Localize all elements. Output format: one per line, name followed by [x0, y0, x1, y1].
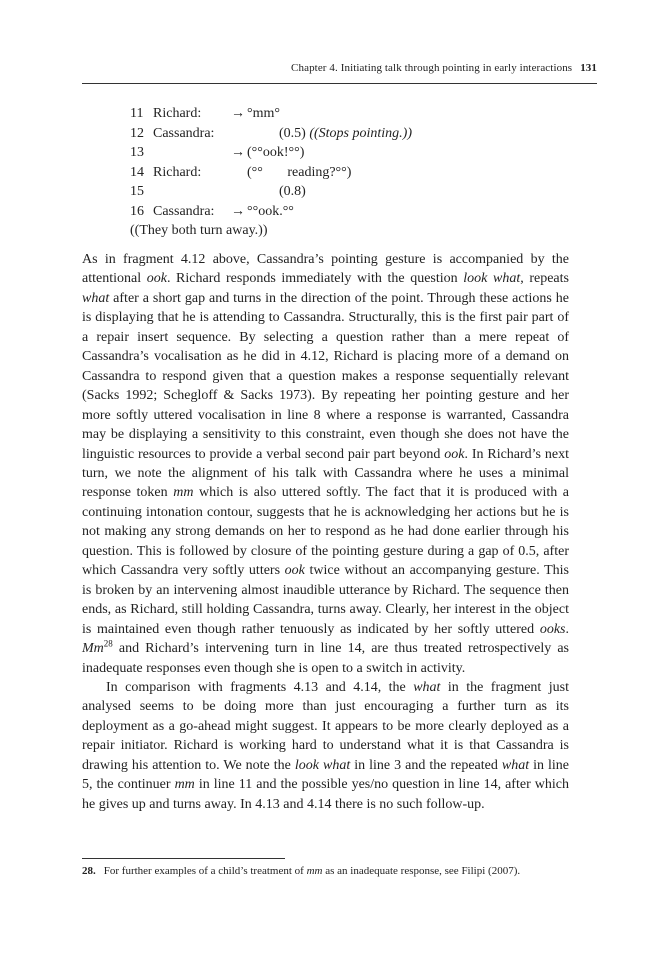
line-number: 14 [130, 164, 144, 180]
body-text [82, 250, 569, 814]
arrow-icon: → [231, 145, 245, 160]
footnote [82, 864, 582, 879]
line-number: 16 [130, 203, 144, 219]
utterance-text: (0.5) ((Stops pointing.)) [279, 125, 412, 141]
text-run: after a short gap and turns in the direction of the point. Through these actions he is displaying that he is attending to Cassandra. Structurally, this is the first pair part of a repair insert sequence. By selecting a question rather than a mere repeat of Cassandra’s vocalisation as he did in 4.12, Richard is placing more of a demand on Cassandra to respond given that a question makes a response sequentially relevant (Sacks 1992; Schegloff & Sacks 1973). By repeating her pointing gesture and her more softly uttered vocalisation in line 8 where a response is warranted, Cassandra may be displaying a sensitivity to this constraint, even though she does not have the linguistic resources to provide a verbal second pair part beyond [82, 290, 569, 462]
running-title: Chapter 4. Initiating talk through pointing in early interactions [291, 62, 573, 74]
italic-term: ook [146, 271, 167, 287]
italic-term: mm [306, 865, 323, 877]
text-run: In comparison with fragments 4.13 and 4.14, the [106, 679, 414, 695]
footnote-rule [82, 858, 285, 859]
text-run: in the fragment just analysed seems to be doing more than just encouraging a further turn as its deployment as a go-ahead might suggest. It appears to be more clearly deployed as a repair initiator. Richard is working hard to understand what it is that Cassandra is drawing his attention to. We note the [82, 679, 569, 773]
italic-term: ooks [539, 621, 566, 637]
text-run: in line 5, the continuer [82, 757, 569, 793]
text-run: in line 11 and the possible yes/no question in line 14, after which he gives up and turns away. In 4.13 and 4.14 there is no such follow-up. [82, 777, 569, 812]
transcript-line [130, 143, 550, 163]
utterance: ((They both turn away.)) [130, 223, 268, 238]
italic-term: mm [173, 485, 194, 501]
text-run: . [565, 621, 569, 637]
speaker: Cassandra: [153, 125, 215, 141]
utterance: (0.8) [279, 184, 306, 199]
line-number: 15 [130, 184, 144, 199]
italic-term: what [82, 290, 110, 306]
italic-term: look what [463, 271, 521, 287]
transcript-line [130, 163, 550, 183]
italic-term: mm [174, 777, 195, 793]
transcript-line [130, 202, 550, 222]
utterance [279, 124, 412, 144]
italic-term: look what [294, 757, 351, 773]
italic-term: Mm [82, 641, 104, 657]
transcript-line [130, 182, 550, 202]
italic-term: ook [444, 446, 465, 462]
line-number: 11 [130, 106, 144, 121]
arrow-icon: → [231, 203, 245, 219]
text-run: . In Richard’s next turn, we note the alignment of his talk with Cassandra where he uses a minimal response token [82, 446, 569, 501]
text-run: and Richard’s intervening turn in line 14, are thus treated retrospectively as inadequate responses even though she is open to a switch in activity. [82, 641, 569, 676]
paragraph [82, 678, 569, 814]
transcript-line [130, 124, 550, 144]
utterance: °mm° [247, 106, 280, 121]
line-number: 12 [130, 125, 144, 141]
footnote-marker[interactable]: 28 [103, 638, 113, 649]
text-run: in line 3 and the repeated [350, 757, 502, 773]
speaker: Richard: [153, 106, 202, 121]
arrow-icon: → [231, 106, 245, 121]
transcript-line [130, 221, 550, 241]
stage-direction: ((Stops pointing.)) [309, 125, 412, 141]
running-header [82, 62, 597, 82]
speaker: Cassandra: [153, 203, 215, 219]
utterance: °°ook.°° [247, 203, 294, 219]
text-run: . Richard responds immediately with the question [166, 271, 464, 287]
transcript-line [130, 104, 550, 124]
text-run: , repeats [520, 271, 569, 287]
italic-term: what [413, 679, 441, 695]
utterance: (°°ook!°°) [247, 145, 305, 160]
text-run: twice without an accompanying gesture. This is broken by an intervening almost inaudible utterance by Richard. The sequence then ends, as Richard, still holding Cassandra, turns away. Clearly, her interest in the object is maintained even though rather tenuously as indicated by her softly uttered [82, 563, 569, 637]
utterance: (°° reading?°°) [247, 164, 352, 180]
footnote-number: 28. [82, 865, 96, 877]
header-rule [82, 83, 597, 84]
transcript-excerpt [130, 104, 550, 241]
text-run: as an inadequate response, see Filipi (2007). [322, 865, 521, 877]
italic-term: what [501, 757, 530, 773]
paragraph [82, 250, 569, 678]
page-number: 131 [580, 62, 597, 74]
text-run: For further examples of a child’s treatment of [103, 865, 307, 877]
text-run: As in fragment 4.12 above, Cassandra’s pointing gesture is accompanied by the attentional [82, 252, 569, 287]
text-run: which is also uttered softly. The fact that it is produced with a continuing intonation contour, suggests that he is acknowledging her actions but he is not making any strong demands on her to respond as he had done earlier through his question. This is followed by closure of the pointing gesture during a gap of 0.5, after which Cassandra very softly utters [82, 485, 570, 579]
speaker: Richard: [153, 164, 202, 180]
line-number: 13 [130, 145, 144, 160]
italic-term: ook [284, 563, 305, 579]
